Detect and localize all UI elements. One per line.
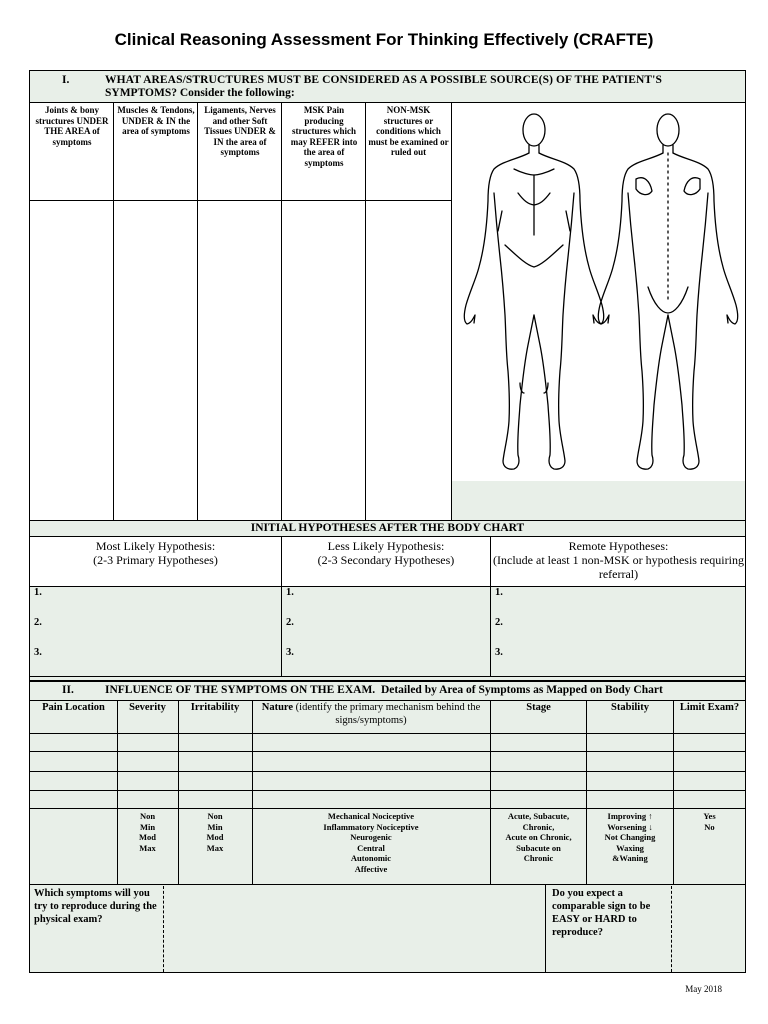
remote-item-1[interactable]: 1. <box>495 587 503 598</box>
hypotheses-banner: INITIAL HYPOTHESES AFTER THE BODY CHART <box>250 522 525 534</box>
less-likely-header <box>282 539 490 567</box>
stage-options[interactable]: Acute, Subacute, Chronic, Acute on Chronic, Subacute on Chronic <box>505 811 572 863</box>
most-likely-header <box>30 539 281 567</box>
most-likely-item-1[interactable]: 1. <box>34 587 42 598</box>
severity-options[interactable]: Non Min Mod Max <box>139 811 156 853</box>
symptom-row[interactable] <box>30 752 745 771</box>
col-non-msk: NON-MSK structures or conditions which must be examined or ruled out <box>368 105 449 157</box>
remote-header <box>492 539 745 581</box>
nature-options[interactable]: Mechanical Nociceptive Inflammatory Nociceptive Neurogenic Central Autonomic Affective <box>323 811 419 874</box>
less-likely-title: Less Likely Hypothesis: <box>327 539 445 553</box>
back-body-figure <box>598 114 738 469</box>
col-stability: Stability <box>611 702 649 713</box>
front-body-figure <box>464 114 604 469</box>
reproduce-answer-field[interactable] <box>165 886 544 972</box>
most-likely-item-2[interactable]: 2. <box>34 617 42 628</box>
col-irritability: Irritability <box>190 702 240 713</box>
section-2-heading-text: INFLUENCE OF THE SYMPTOMS ON THE EXAM. Detailed by Area of Symptoms as Mapped on Body Chart <box>105 684 663 696</box>
most-likely-item-3[interactable]: 3. <box>34 647 42 658</box>
less-likely-subtitle: (2-3 Secondary Hypotheses) <box>317 553 455 567</box>
remote-item-2[interactable]: 2. <box>495 617 503 628</box>
symptom-row[interactable] <box>30 734 745 751</box>
symptom-row[interactable] <box>30 791 745 808</box>
symptom-row[interactable] <box>30 772 745 790</box>
less-likely-item-3[interactable]: 3. <box>286 647 294 658</box>
structures-grid[interactable] <box>30 103 451 520</box>
crafte-form <box>29 70 746 973</box>
less-likely-item-1[interactable]: 1. <box>286 587 294 598</box>
section-2-number: II. <box>62 684 74 696</box>
limit-exam-options[interactable]: Yes No <box>703 811 716 832</box>
section-1-heading <box>30 74 745 102</box>
most-likely-title: Most Likely Hypothesis: <box>95 539 216 553</box>
col-limit-exam: Limit Exam? <box>679 702 740 713</box>
remote-subtitle: (Include at least 1 non-MSK or hypothesis requiring referral) <box>493 553 744 581</box>
section-1-heading-line2: SYMPTOMS? Consider the following: <box>105 87 295 99</box>
stability-options[interactable]: Improving ↑ Worsening ↓ Not Changing Waxing &Waning <box>604 811 656 863</box>
section-1-heading-line1: WHAT AREAS/STRUCTURES MUST BE CONSIDERED AS A POSSIBLE SOURCE(S) OF THE PATIENT'S <box>105 74 662 86</box>
irritability-options[interactable]: Non Min Mod Max <box>206 811 224 853</box>
col-stage: Stage <box>526 702 551 713</box>
col-pain-location: Pain Location <box>42 702 105 713</box>
col-muscles: Muscles & Tendons, UNDER & IN the area of symptoms <box>117 105 195 136</box>
col-joints: Joints & bony structures UNDER THE AREA of symptoms <box>35 105 109 147</box>
most-likely-subtitle: (2-3 Primary Hypotheses) <box>93 553 218 567</box>
section-1-number: I. <box>62 74 70 86</box>
less-likely-item-2[interactable]: 2. <box>286 617 294 628</box>
body-chart-illustration <box>458 109 740 477</box>
col-nature: Nature (identify the primary mechanism behind the signs/symptoms) <box>261 702 481 726</box>
col-ligaments: Ligaments, Nerves and other Soft Tissues UNDER & IN the area of symptoms <box>204 105 276 157</box>
remote-title: Remote Hypotheses: <box>568 539 669 553</box>
remote-item-3[interactable]: 3. <box>495 647 503 658</box>
footer-date: May 2018 <box>685 984 722 994</box>
col-severity: Severity <box>129 702 166 713</box>
col-msk-referral: MSK Pain producing structures which may REFER into the area of symptoms <box>290 105 358 168</box>
comparable-sign-question: Do you expect a comparable sign to be EASY or HARD to reproduce? <box>552 888 651 938</box>
comparable-sign-answer-field[interactable] <box>673 886 744 972</box>
page-title: Clinical Reasoning Assessment For Thinking Effectively (CRAFTE) <box>114 30 654 49</box>
reproduce-question: Which symptoms will you try to reproduce during the physical exam? <box>34 888 157 925</box>
section-2-heading <box>30 684 745 700</box>
